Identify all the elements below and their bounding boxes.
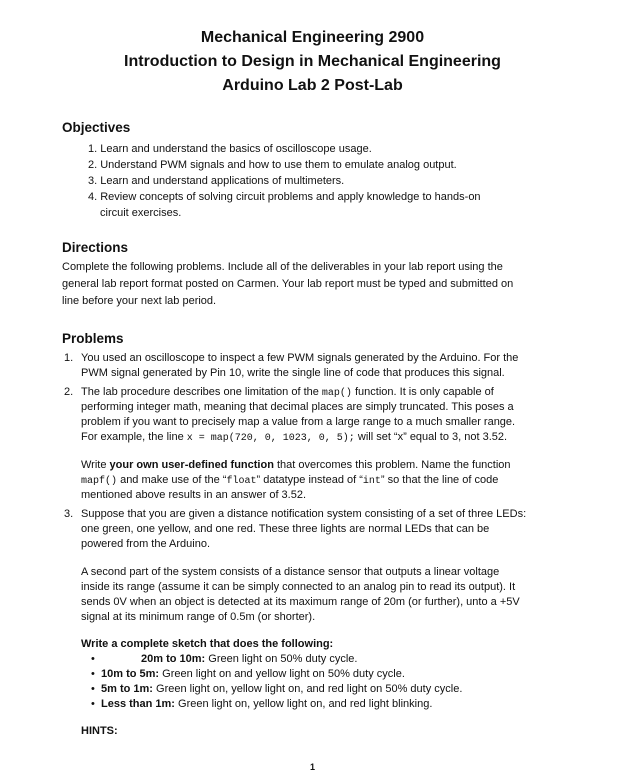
bullet-list-item [91,652,357,667]
problems-heading: Problems [62,331,124,346]
problem-3-sensor-line: inside its range (assume it can be simply connected to an analog pin to read its output). It [81,581,516,593]
problem-3-sensor-line: signal at its minimum range of 0.5m (or shorter). [81,611,316,623]
objective-item: 4. Review concepts of solving circuit problems and apply knowledge to hands-on [88,191,481,203]
objective-item: 2. Understand PWM signals and how to use them to emulate analog output. [88,159,457,171]
problem-3-line: one green, one yellow, and one red. These three lights are normal LEDs that can be [81,523,490,535]
problem-number: 3. [64,508,74,520]
bullet-text: Green light on and yellow light on 50% duty cycle. [159,668,405,680]
code-int: int [362,476,381,487]
problem-2-instruction-line: mentioned above results in an answer of 3.52. [81,489,307,501]
text-run: The lab procedure describes one limitation of the [81,386,322,398]
directions-line: general lab report format posted on Carmen. Your lab report must be typed and submitted on [62,278,514,290]
problem-1-line: PWM signal generated by Pin 10, write the single line of code that produces this signal. [81,367,505,379]
course-name-title: Introduction to Design in Mechanical Engineering [124,53,501,70]
text-run: Write [81,459,110,471]
hints-heading: HINTS: [81,725,118,737]
problem-3-sensor-line: sends 0V when an object is detected at its maximum range of 20m (or further), unto a +5V [81,596,520,608]
bullet-label: 10m to 5m: [101,668,160,680]
bullet-list-item [91,682,462,697]
bullet-icon: • [91,653,95,665]
bullet-icon: • [91,668,95,680]
text-run: will set “x” equal to 3, not 3.52. [354,431,508,443]
objective-item: 3. Learn and understand applications of multimeters. [88,175,345,187]
bullet-label: 20m to 10m: [141,653,206,665]
lab-title: Arduino Lab 2 Post-Lab [222,77,403,94]
bullet-icon: • [91,683,95,695]
bullet-list-item [91,667,405,682]
objective-item-continuation: circuit exercises. [100,207,182,219]
objective-item: 1. Learn and understand the basics of oscilloscope usage. [88,143,372,155]
bullet-text: Green light on, yellow light on, and red light blinking. [174,698,433,710]
bullet-list-item [91,697,432,712]
problem-2-line [81,385,494,401]
bullet-label: 5m to 1m: [101,683,153,695]
problem-number: 2. [64,386,74,398]
problem-2-instruction-line [81,458,511,473]
problem-2-instruction-line [81,473,498,489]
bullet-icon: • [91,698,95,710]
problem-3-line: powered from the Arduino. [81,538,211,550]
page-number: 1 [309,762,315,772]
directions-heading: Directions [62,240,129,255]
directions-line: Complete the following problems. Include all of the deliverables in your lab report using the [62,261,503,273]
problem-2-line [81,430,507,446]
problem-2-line: problem if you want to precisely map a value from a large range to a much smaller range. [81,416,516,428]
emphasis-text: your own user-defined function [109,459,274,471]
text-run: function. It is only capable of [351,386,494,398]
sketch-heading: Write a complete sketch that does the following: [81,638,334,650]
code-example: x = map(720, 0, 1023, 0, 5); [186,433,355,444]
text-run: ” so that the line of code [380,474,499,486]
code-float: float [226,476,257,487]
code-map: map() [321,388,352,399]
code-mapf: mapf() [81,476,118,487]
bullet-text: Green light on 50% duty cycle. [205,653,358,665]
bullet-text: Green light on, yellow light on, and red light on 50% duty cycle. [152,683,463,695]
bullet-label: Less than 1m: [101,698,175,710]
problem-3-line: Suppose that you are given a distance notification system consisting of a set of three LEDs: [81,508,527,520]
text-run: ” datatype instead of “ [256,474,363,486]
objectives-heading: Objectives [62,120,131,135]
problem-3-sensor-line: A second part of the system consists of a distance sensor that outputs a linear voltage [81,566,500,578]
problem-2-line: performing integer math, meaning that decimal places are simply truncated. This poses a [81,401,514,413]
directions-line: line before your next lab period. [62,295,217,307]
text-run: that overcomes this problem. Name the function [273,459,511,471]
course-number-title: Mechanical Engineering 2900 [200,29,425,46]
problem-number: 1. [64,352,74,364]
text-run: and make use of the “ [117,474,227,486]
problem-1-line: You used an oscilloscope to inspect a few PWM signals generated by the Arduino. For the [81,352,519,364]
text-run: For example, the line [81,431,187,443]
